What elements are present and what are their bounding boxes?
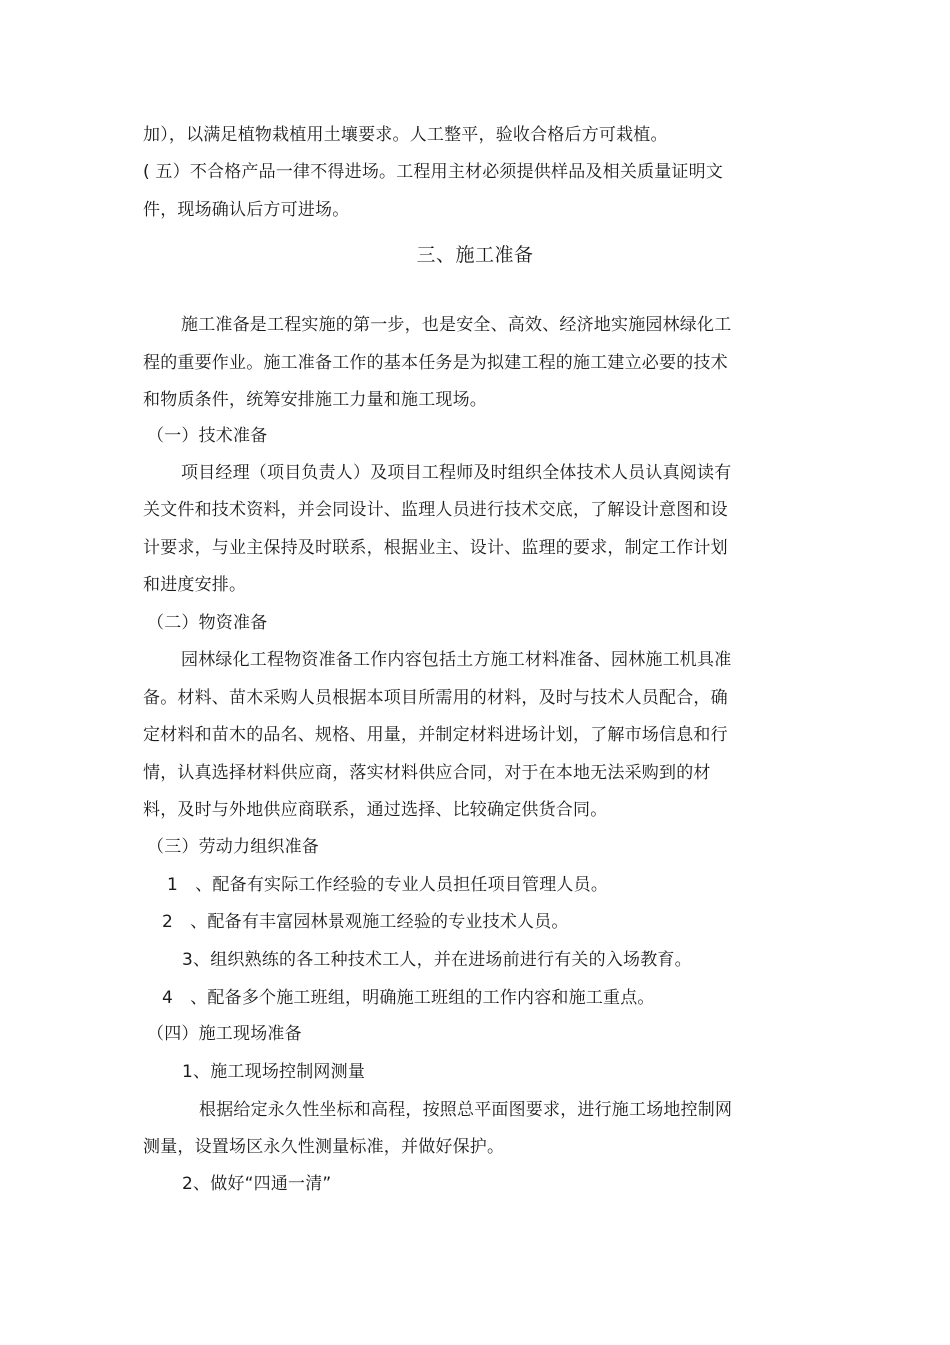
subsection-title: （三）劳动力组织准备 <box>147 837 319 857</box>
paragraph-line: 施工准备是工程实施的第一步，也是安全、高效、经济地实施园林绿化工 <box>181 315 732 335</box>
paragraph-line: 测量，设置场区永久性测量标准，并做好保护。 <box>143 1137 505 1157</box>
paragraph-line: 和物质条件，统筹安排施工力量和施工现场。 <box>143 390 487 410</box>
paragraph-line: 定材料和苗木的品名、规格、用量，并制定材料进场计划，了解市场信息和行 <box>143 725 728 745</box>
text-line: 加），以满足植物栽植用土壤要求。人工整平，验收合格后方可栽植。 <box>143 125 668 145</box>
subsection-title: （一）技术准备 <box>147 426 268 446</box>
paragraph-line: 关文件和技术资料，并会同设计、监理人员进行技术交底，了解设计意图和设 <box>143 500 728 520</box>
paragraph-line: 情，认真选择材料供应商，落实材料供应合同，对于在本地无法采购到的材 <box>143 763 711 783</box>
subsection-title: （二）物资准备 <box>147 613 268 633</box>
list-item: 1 、配备有实际工作经验的专业人员担任项目管理人员。 <box>167 875 609 895</box>
paragraph-line: 料，及时与外地供应商联系，通过选择、比较确定供货合同。 <box>143 800 608 820</box>
paragraph-line: 项目经理（项目负责人）及项目工程师及时组织全体技术人员认真阅读有 <box>181 463 732 483</box>
paragraph-line: 根据给定永久性坐标和高程，按照总平面图要求，进行施工场地控制网 <box>199 1100 733 1120</box>
paragraph-line: 园林绿化工程物资准备工作内容包括土方施工材料准备、园林施工机具准 <box>181 650 732 670</box>
paragraph-line: 和进度安排。 <box>143 575 247 595</box>
list-item: 2 、配备有丰富园林景观施工经验的专业技术人员。 <box>162 912 569 932</box>
paragraph-line: 程的重要作业。施工准备工作的基本任务是为拟建工程的施工建立必要的技术 <box>143 353 728 373</box>
list-item: 4 、配备多个施工班组，明确施工班组的工作内容和施工重点。 <box>162 988 655 1008</box>
section-title: 三、施工准备 <box>416 244 534 266</box>
subsection-title: （四）施工现场准备 <box>147 1024 302 1044</box>
paragraph-line: 计要求，与业主保持及时联系，根据业主、设计、监理的要求，制定工作计划 <box>143 538 728 558</box>
list-item: 2、做好“四通一清” <box>182 1174 332 1194</box>
text-line: 件，现场确认后方可进场。 <box>143 200 350 220</box>
text-line: ( 五）不合格产品一律不得进场。工程用主材必须提供样品及相关质量证明文 <box>143 162 724 182</box>
paragraph-line: 备。材料、苗木采购人员根据本项目所需用的材料，及时与技术人员配合，确 <box>143 688 728 708</box>
list-item: 1、施工现场控制网测量 <box>182 1062 366 1082</box>
list-item: 3、组织熟练的各工种技术工人，并在进场前进行有关的入场教育。 <box>182 950 692 970</box>
